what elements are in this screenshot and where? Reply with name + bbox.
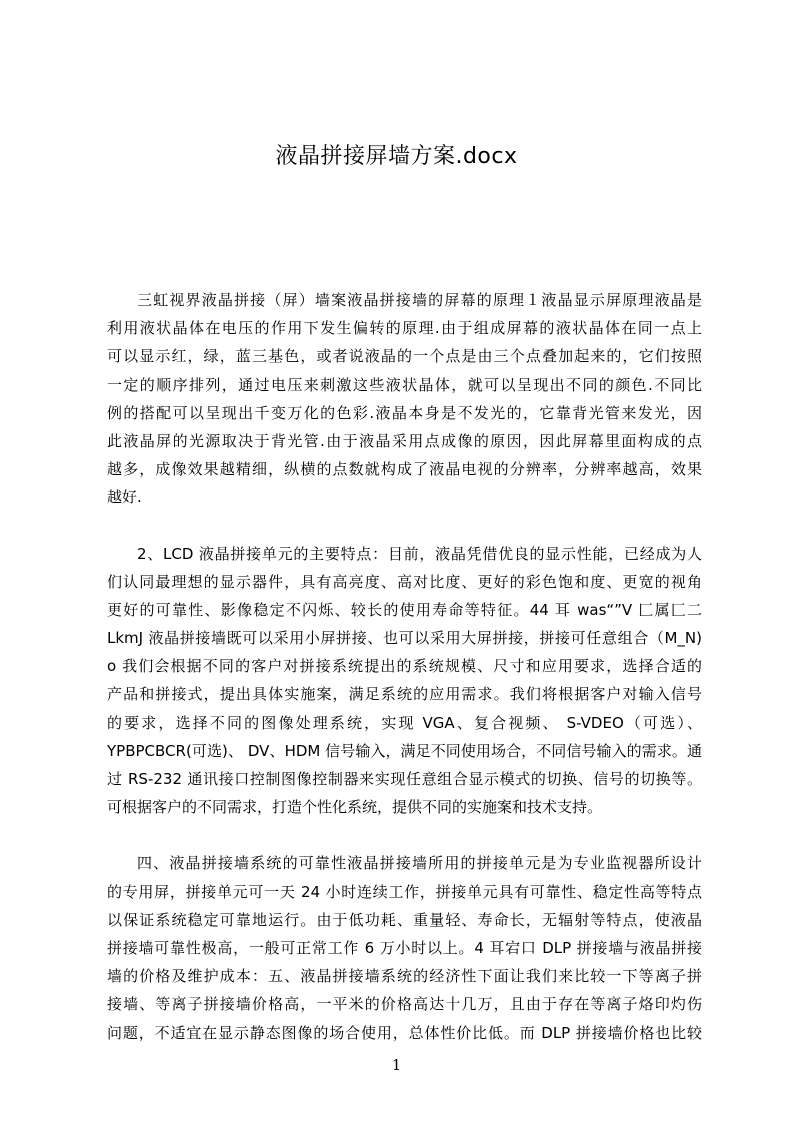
text-line: 们认同最理想的显示器件，具有高亮度、高对比度、更好的彩色饱和度、更宽的视角 xyxy=(107,572,702,591)
text-line: 越多，成像效果越精细，纵横的点数就构成了液晶电视的分辨率，分辨率越高，效果 xyxy=(107,460,702,479)
text-line: 三虹视界液晶拼接（屏）墙案液晶拼接墙的屏幕的原理１液晶显示屏原理液晶是 xyxy=(137,291,702,309)
text-line: 例的搭配可以呈现出千变万化的色彩.液晶本身是不发光的，它靠背光管来发光，因 xyxy=(107,403,702,422)
paragraph-spacing xyxy=(107,512,702,540)
text-line: 一定的顺序排列，通过电压来刺激这些液状晶体，就可以呈现出不同的颜色.不同比 xyxy=(107,375,702,394)
paragraph-3 xyxy=(107,849,702,1046)
text-line: 以保证系统稳定可靠地运行。由于低功耗、重量轻、寿命长，无辐射等特点，使液晶 xyxy=(107,910,702,929)
document-body xyxy=(107,286,702,1047)
paragraph-1 xyxy=(107,286,702,512)
text-line: 越好. xyxy=(107,488,142,507)
text-line: 产品和拼接式，提出具体实施案，满足系统的应用需求。我们将根据客户对输入信号 xyxy=(107,685,702,704)
text-line: 四、液晶拼接墙系统的可靠性液晶拼接墙所用的拼接单元是为专业监视器所设计 xyxy=(137,854,702,873)
text-line: 更好的可靠性、影像稳定不闪烁、较长的使用寿命等特征。44 耳 was“”V 匚属匚二 xyxy=(107,600,702,619)
text-line: 的要求，选择不同的图像处理系统，实现 VGA、复合视频、 S-VDEO（可选）、 xyxy=(107,713,702,732)
text-line: 墙的价格及维护成本：五、液晶拼接墙系统的经济性下面让我们来比较一下等离子拼 xyxy=(107,967,702,986)
text-line: LkmJ 液晶拼接墙既可以采用小屏拼接、也可以采用大屏拼接，拼接可任意组合（M_N) xyxy=(107,629,702,648)
text-line: o 我们会根据不同的客户对拼接系统提出的系统规模、尺寸和应用要求，选择合适的 xyxy=(107,657,702,676)
paragraph-2 xyxy=(107,540,702,822)
text-line: 此液晶屏的光源取决于背光管.由于液晶采用点成像的原因，因此屏幕里面构成的点 xyxy=(107,431,702,450)
document-title: 液晶拼接屏墙方案.docx xyxy=(275,144,518,169)
text-line: 接墙、等离子拼接墙价格高，一平米的价格高达十几万，且由于存在等离子烙印灼伤 xyxy=(107,995,702,1014)
text-line: YPBPCBCR(可选)、 DV、HDM 信号输入，满足不同使用场合，不同信号输入的需求。通 xyxy=(107,741,702,760)
text-line: 问题，不适宜在显示静态图像的场合使用，总体性价比低。而 DLP 拼接墙价格也比较 xyxy=(107,1023,702,1042)
text-line: 2、LCD 液晶拼接单元的主要特点：目前，液晶凭借优良的显示性能，已经成为人 xyxy=(137,544,702,563)
text-line: 的专用屏，拼接单元可一天 24 小时连续工作，拼接单元具有可靠性、稳定性高等特点 xyxy=(107,882,702,901)
text-line: 可根据客户的不同需求，打造个性化系统，提供不同的实施案和技术支持。 xyxy=(107,798,603,817)
page-number: 1 xyxy=(391,1056,402,1074)
text-line: 可以显示红，绿，蓝三基色，或者说液晶的一个点是由三个点叠加起来的，它们按照 xyxy=(107,347,702,366)
text-line: 拼接墙可靠性极高，一般可正常工作 6 万小时以上。4 耳宕口 DLP 拼接墙与液晶拼接 xyxy=(107,938,702,957)
text-line: 利用液状晶体在电压的作用下发生偏转的原理.由于组成屏幕的液状晶体在同一点上 xyxy=(107,319,702,338)
paragraph-spacing xyxy=(107,821,702,849)
text-line: 过 RS-232 通讯接口控制图像控制器来实现任意组合显示模式的切换、信号的切换等。 xyxy=(107,770,702,788)
